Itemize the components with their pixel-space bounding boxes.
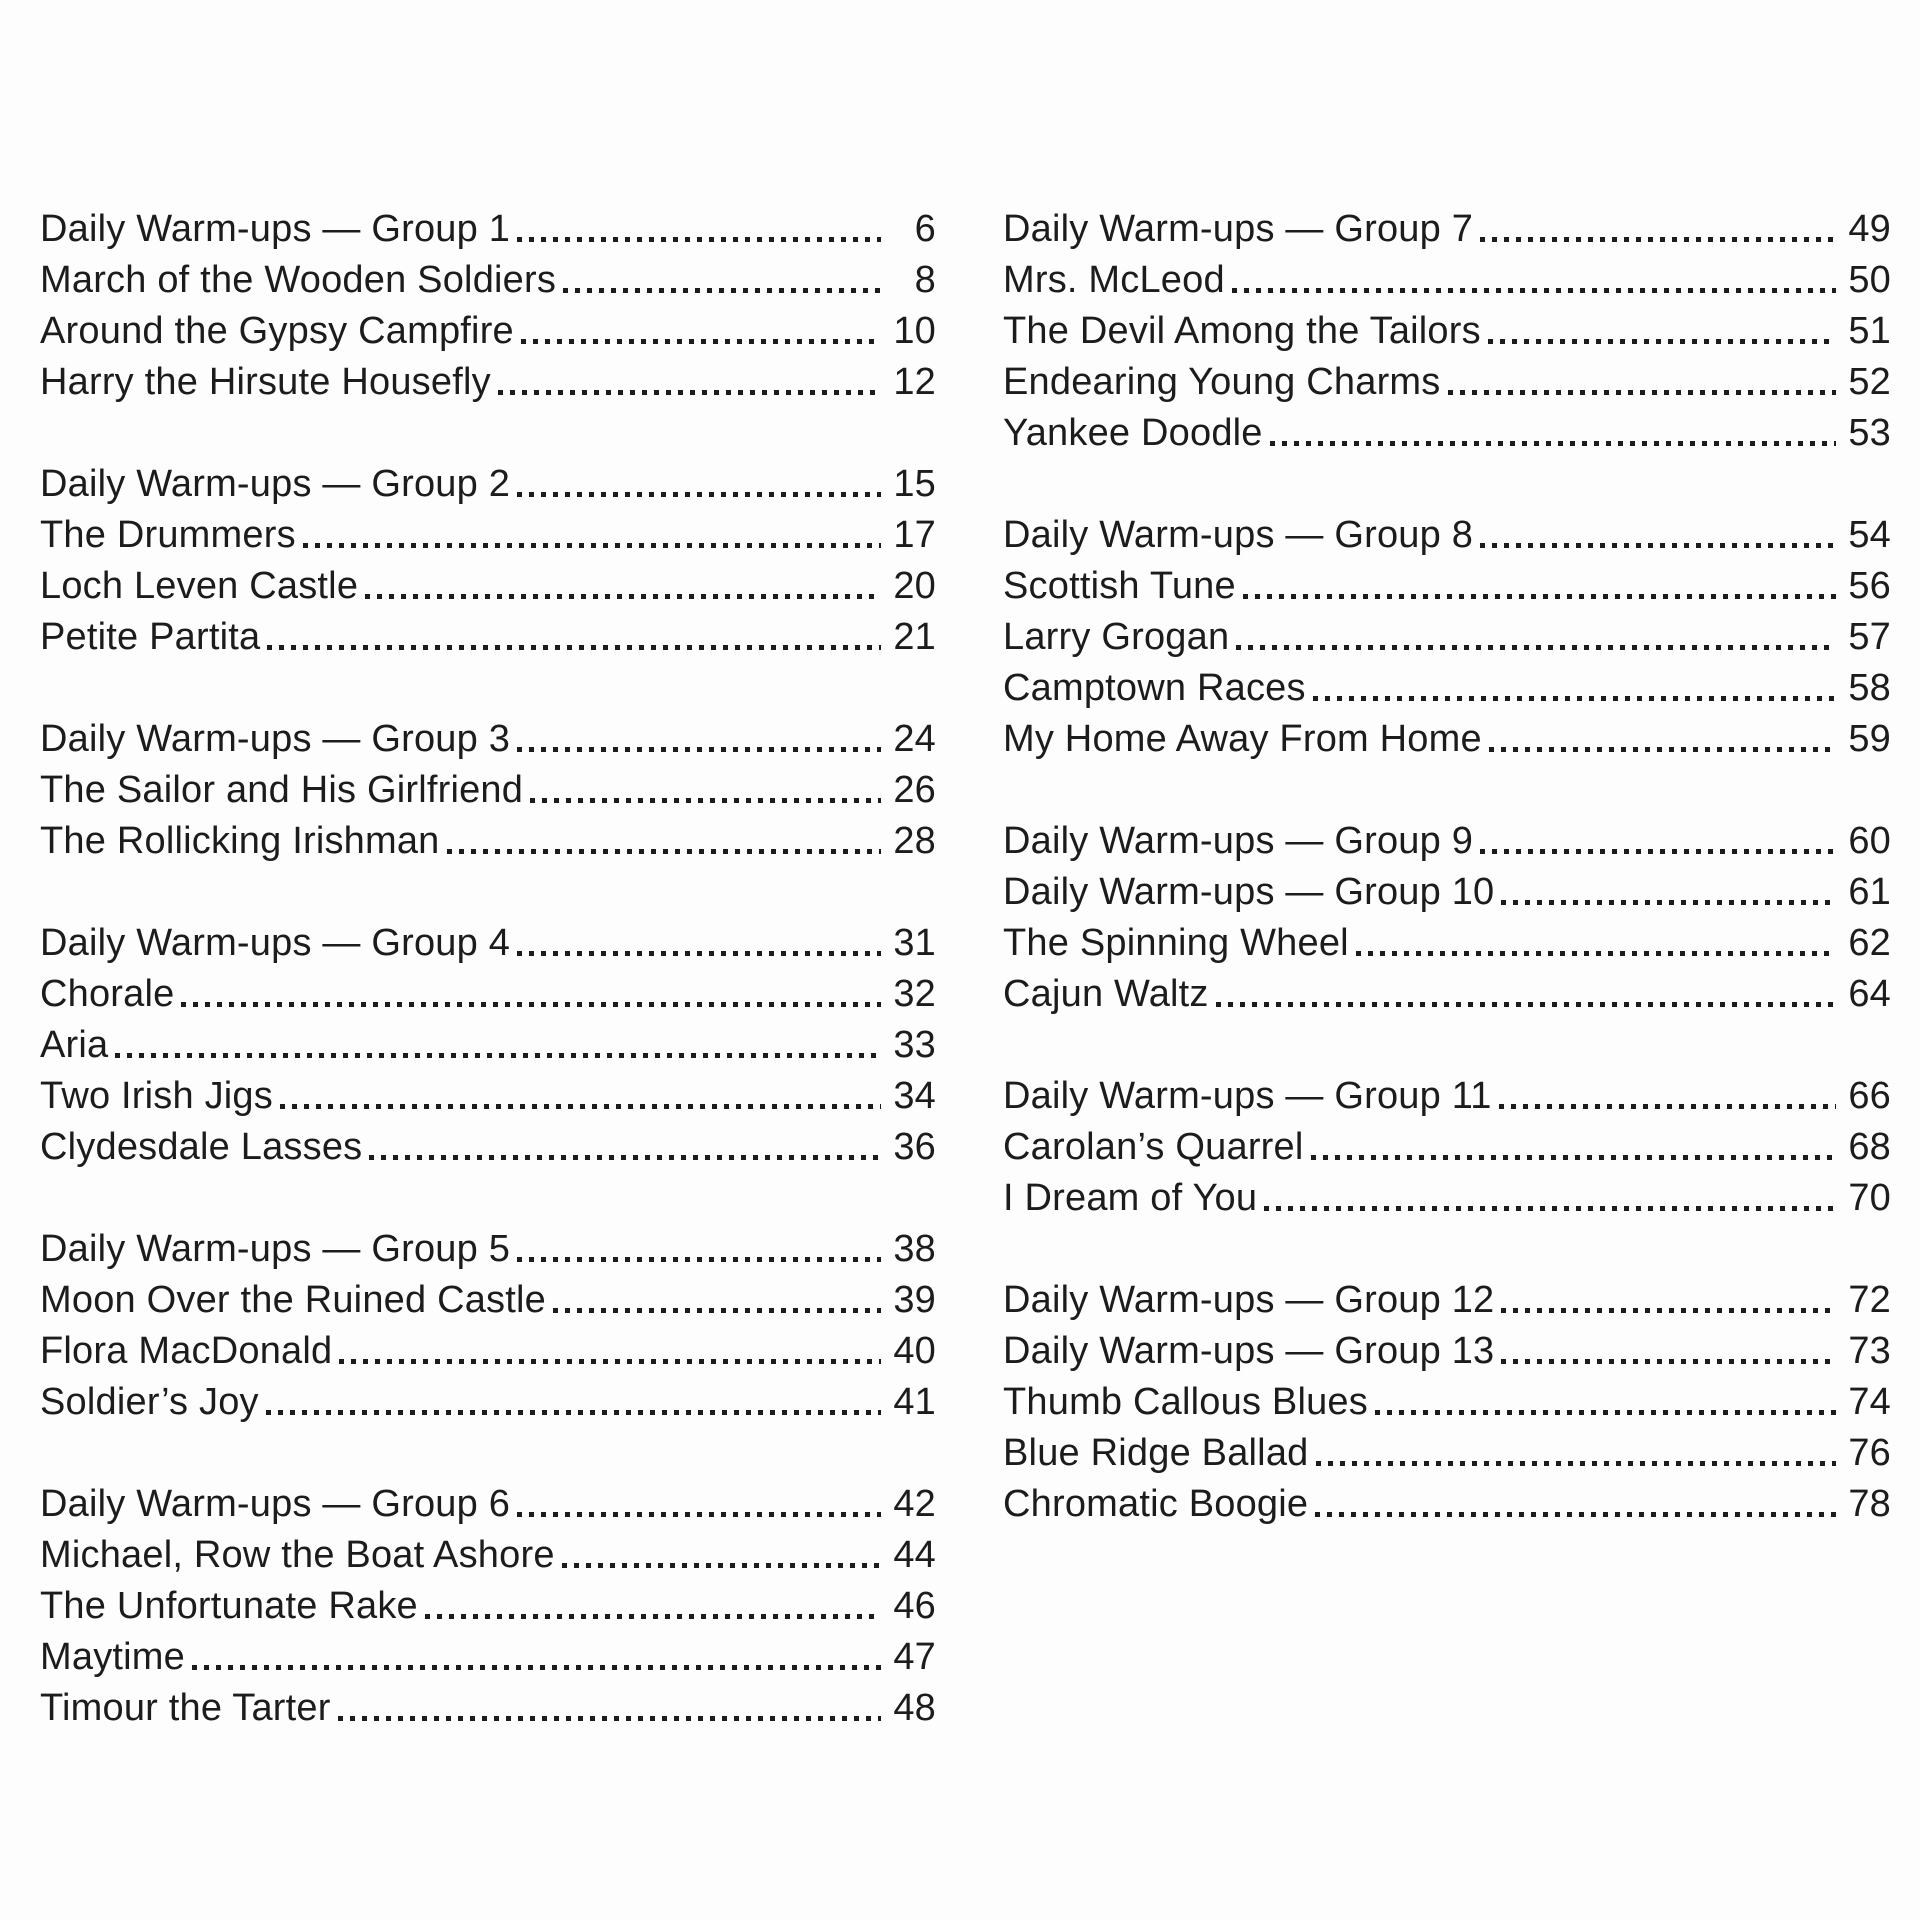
toc-entry [40, 510, 936, 561]
toc-entry-page: 24 [893, 718, 936, 760]
toc-entry [40, 1632, 936, 1683]
dot-leader [1270, 408, 1836, 459]
toc-entry-page: 6 [914, 208, 936, 250]
toc-entry-page: 66 [1848, 1075, 1891, 1117]
dot-leader [1313, 663, 1836, 714]
toc-entry-page: 32 [893, 973, 936, 1015]
toc-entry-page: 54 [1848, 514, 1891, 556]
toc-entry-page: 36 [893, 1126, 936, 1168]
toc-group [40, 459, 936, 663]
toc-entry-page: 40 [893, 1330, 936, 1372]
toc-entry [40, 306, 936, 357]
toc-entry [1003, 1326, 1891, 1377]
toc-group [1003, 1275, 1891, 1530]
dot-leader [1375, 1377, 1836, 1428]
toc-entry-page: 61 [1848, 871, 1891, 913]
dot-leader [266, 1377, 881, 1428]
dot-leader [1448, 357, 1837, 408]
toc-column-left [40, 204, 936, 1734]
dot-leader [1316, 1428, 1837, 1479]
toc-entry-page: 8 [914, 259, 936, 301]
toc-entry [40, 612, 936, 663]
dot-leader [369, 1122, 881, 1173]
dot-leader [1489, 714, 1836, 765]
toc-entry-title: Around the Gypsy Campfire [40, 310, 514, 352]
toc-group [40, 714, 936, 867]
dot-leader [181, 969, 881, 1020]
toc-entry-page: 41 [893, 1381, 936, 1423]
toc-entry-title: Clydesdale Lasses [40, 1126, 363, 1168]
toc-entry-title: Moon Over the Ruined Castle [40, 1279, 546, 1321]
toc-entry [1003, 1377, 1891, 1428]
toc-entry-page: 38 [893, 1228, 936, 1270]
toc-entry-title: Daily Warm-ups — Group 12 [1003, 1279, 1495, 1321]
toc-entry-page: 52 [1848, 361, 1891, 403]
toc-entry [40, 816, 936, 867]
toc-entry-title: Michael, Row the Boat Ashore [40, 1534, 555, 1576]
toc-entry-page: 44 [893, 1534, 936, 1576]
toc-entry-page: 68 [1848, 1126, 1891, 1168]
toc-entry [1003, 408, 1891, 459]
dot-leader [517, 459, 881, 510]
toc-entry [40, 1377, 936, 1428]
toc-entry [1003, 357, 1891, 408]
toc-entry-title: The Unfortunate Rake [40, 1585, 418, 1627]
toc-group [1003, 510, 1891, 765]
toc-entry-title: Yankee Doodle [1003, 412, 1263, 454]
toc-entry [40, 714, 936, 765]
toc-entry [40, 1071, 936, 1122]
toc-entry-title: The Spinning Wheel [1003, 922, 1349, 964]
toc-entry-page: 73 [1848, 1330, 1891, 1372]
toc-entry-page: 34 [893, 1075, 936, 1117]
toc-entry-title: Two Irish Jigs [40, 1075, 273, 1117]
toc-entry-page: 42 [893, 1483, 936, 1525]
toc-entry-page: 74 [1848, 1381, 1891, 1423]
toc-entry [40, 1275, 936, 1326]
toc-group [40, 1224, 936, 1428]
toc-entry-title: Aria [40, 1024, 109, 1066]
toc-entry-title: My Home Away From Home [1003, 718, 1482, 760]
toc-column-right [1003, 204, 1891, 1530]
dot-leader [425, 1581, 881, 1632]
toc-entry-title: Daily Warm-ups — Group 5 [40, 1228, 511, 1270]
dot-leader [1488, 306, 1836, 357]
dot-leader [517, 204, 881, 255]
toc-entry-title: Daily Warm-ups — Group 10 [1003, 871, 1495, 913]
toc-entry [1003, 204, 1891, 255]
toc-entry-title: Larry Grogan [1003, 616, 1230, 658]
toc-entry-title: Cajun Waltz [1003, 973, 1209, 1015]
dot-leader [338, 1683, 881, 1734]
toc-entry [1003, 1428, 1891, 1479]
toc-entry-title: The Drummers [40, 514, 296, 556]
dot-leader [280, 1071, 881, 1122]
toc-entry-page: 60 [1848, 820, 1891, 862]
dot-leader [1499, 1071, 1836, 1122]
dot-leader [192, 1632, 881, 1683]
dot-leader [365, 561, 881, 612]
toc-entry [40, 1020, 936, 1071]
toc-group [40, 204, 936, 408]
dot-leader [521, 306, 881, 357]
toc-entry-title: I Dream of You [1003, 1177, 1258, 1219]
toc-entry-page: 15 [893, 463, 936, 505]
toc-entry-page: 56 [1848, 565, 1891, 607]
dot-leader [1216, 969, 1836, 1020]
toc-entry-title: The Rollicking Irishman [40, 820, 440, 862]
toc-entry [1003, 1173, 1891, 1224]
toc-entry-page: 72 [1848, 1279, 1891, 1321]
toc-entry [40, 1581, 936, 1632]
dot-leader [267, 612, 881, 663]
toc-entry [40, 1479, 936, 1530]
toc-entry [1003, 918, 1891, 969]
dot-leader [517, 714, 881, 765]
dot-leader [447, 816, 881, 867]
toc-entry-page: 62 [1848, 922, 1891, 964]
dot-leader [339, 1326, 881, 1377]
toc-entry-page: 49 [1848, 208, 1891, 250]
dot-leader [1243, 561, 1836, 612]
toc-entry-title: Scottish Tune [1003, 565, 1236, 607]
dot-leader [1501, 1275, 1836, 1326]
dot-leader [553, 1275, 881, 1326]
dot-leader [1311, 1122, 1837, 1173]
dot-leader [1501, 1326, 1836, 1377]
toc-entry-page: 64 [1848, 973, 1891, 1015]
dot-leader [517, 1224, 881, 1275]
toc-entry-title: Daily Warm-ups — Group 3 [40, 718, 511, 760]
toc-entry-page: 70 [1848, 1177, 1891, 1219]
toc-entry-title: Chorale [40, 973, 175, 1015]
toc-entry-page: 26 [893, 769, 936, 811]
toc-entry-title: Daily Warm-ups — Group 1 [40, 208, 511, 250]
toc-entry [1003, 663, 1891, 714]
toc-entry-title: Daily Warm-ups — Group 13 [1003, 1330, 1495, 1372]
toc-entry-title: Daily Warm-ups — Group 8 [1003, 514, 1474, 556]
dot-leader [1480, 510, 1836, 561]
toc-entry [1003, 969, 1891, 1020]
toc-entry-page: 28 [893, 820, 936, 862]
dot-leader [517, 1479, 881, 1530]
toc-entry [40, 255, 936, 306]
toc-entry-title: Daily Warm-ups — Group 2 [40, 463, 511, 505]
toc-entry-page: 78 [1848, 1483, 1891, 1525]
toc-entry-title: Soldier’s Joy [40, 1381, 259, 1423]
toc-entry-page: 58 [1848, 667, 1891, 709]
toc-entry-page: 39 [893, 1279, 936, 1321]
toc-entry [1003, 255, 1891, 306]
toc-entry-page: 76 [1848, 1432, 1891, 1474]
dot-leader [530, 765, 881, 816]
dot-leader [517, 918, 881, 969]
toc-entry [40, 1122, 936, 1173]
toc-entry-page: 17 [893, 514, 936, 556]
toc-entry [1003, 561, 1891, 612]
toc-group [40, 1479, 936, 1734]
toc-entry [1003, 867, 1891, 918]
toc-entry-page: 31 [893, 922, 936, 964]
toc-entry [40, 1326, 936, 1377]
toc-entry-title: Flora MacDonald [40, 1330, 333, 1372]
dot-leader [1315, 1479, 1836, 1530]
toc-entry [1003, 510, 1891, 561]
toc-entry-page: 51 [1848, 310, 1891, 352]
dot-leader [115, 1020, 881, 1071]
toc-entry [1003, 816, 1891, 867]
toc-entry-page: 48 [893, 1687, 936, 1729]
dot-leader [1501, 867, 1836, 918]
toc-entry-title: Harry the Hirsute Housefly [40, 361, 491, 403]
toc-entry [1003, 612, 1891, 663]
toc-entry-title: March of the Wooden Soldiers [40, 259, 557, 301]
toc-entry-page: 10 [893, 310, 936, 352]
toc-entry-title: Daily Warm-ups — Group 11 [1003, 1075, 1492, 1117]
toc-entry-title: Maytime [40, 1636, 185, 1678]
toc-entry-page: 57 [1848, 616, 1891, 658]
toc-entry [1003, 1071, 1891, 1122]
toc-entry [1003, 1122, 1891, 1173]
toc-entry-page: 59 [1848, 718, 1891, 760]
dot-leader [1232, 255, 1836, 306]
toc-entry-page: 47 [893, 1636, 936, 1678]
toc-entry-page: 53 [1848, 412, 1891, 454]
toc-entry-title: Loch Leven Castle [40, 565, 359, 607]
toc-entry-page: 33 [893, 1024, 936, 1066]
toc-entry [1003, 1479, 1891, 1530]
toc-entry-title: Petite Partita [40, 616, 261, 658]
dot-leader [1236, 612, 1836, 663]
toc-entry-title: Blue Ridge Ballad [1003, 1432, 1309, 1474]
toc-entry-page: 20 [893, 565, 936, 607]
dot-leader [498, 357, 881, 408]
toc-entry [40, 459, 936, 510]
toc-entry [40, 357, 936, 408]
toc-entry-title: Mrs. McLeod [1003, 259, 1225, 301]
toc-entry-title: Carolan’s Quarrel [1003, 1126, 1304, 1168]
dot-leader [563, 255, 881, 306]
dot-leader [303, 510, 881, 561]
toc-entry [1003, 1275, 1891, 1326]
toc-entry-title: Daily Warm-ups — Group 7 [1003, 208, 1474, 250]
toc-entry [40, 561, 936, 612]
dot-leader [1264, 1173, 1836, 1224]
toc-group [1003, 816, 1891, 1020]
toc-entry-title: The Sailor and His Girlfriend [40, 769, 524, 811]
toc-entry [40, 765, 936, 816]
toc-entry-title: Timour the Tarter [40, 1687, 331, 1729]
toc-entry-page: 50 [1848, 259, 1891, 301]
toc-entry-page: 46 [893, 1585, 936, 1627]
toc-entry [40, 1683, 936, 1734]
toc-entry-title: Daily Warm-ups — Group 6 [40, 1483, 511, 1525]
toc-group [1003, 204, 1891, 459]
toc-entry-page: 12 [893, 361, 936, 403]
dot-leader [1480, 816, 1836, 867]
toc-entry [40, 1224, 936, 1275]
toc-entry [40, 204, 936, 255]
toc-entry-title: Daily Warm-ups — Group 4 [40, 922, 511, 964]
toc-entry [1003, 306, 1891, 357]
toc-entry-title: Thumb Callous Blues [1003, 1381, 1368, 1423]
toc-entry [40, 918, 936, 969]
toc-entry-title: The Devil Among the Tailors [1003, 310, 1481, 352]
toc-group [40, 918, 936, 1173]
toc-entry [40, 1530, 936, 1581]
toc-entry-title: Daily Warm-ups — Group 9 [1003, 820, 1474, 862]
dot-leader [562, 1530, 881, 1581]
toc-entry-page: 21 [893, 616, 936, 658]
toc-entry-title: Chromatic Boogie [1003, 1483, 1309, 1525]
toc-entry [1003, 714, 1891, 765]
toc-entry-title: Camptown Races [1003, 667, 1306, 709]
toc-group [1003, 1071, 1891, 1224]
dot-leader [1480, 204, 1836, 255]
toc-entry-title: Endearing Young Charms [1003, 361, 1441, 403]
dot-leader [1356, 918, 1836, 969]
toc-entry [40, 969, 936, 1020]
